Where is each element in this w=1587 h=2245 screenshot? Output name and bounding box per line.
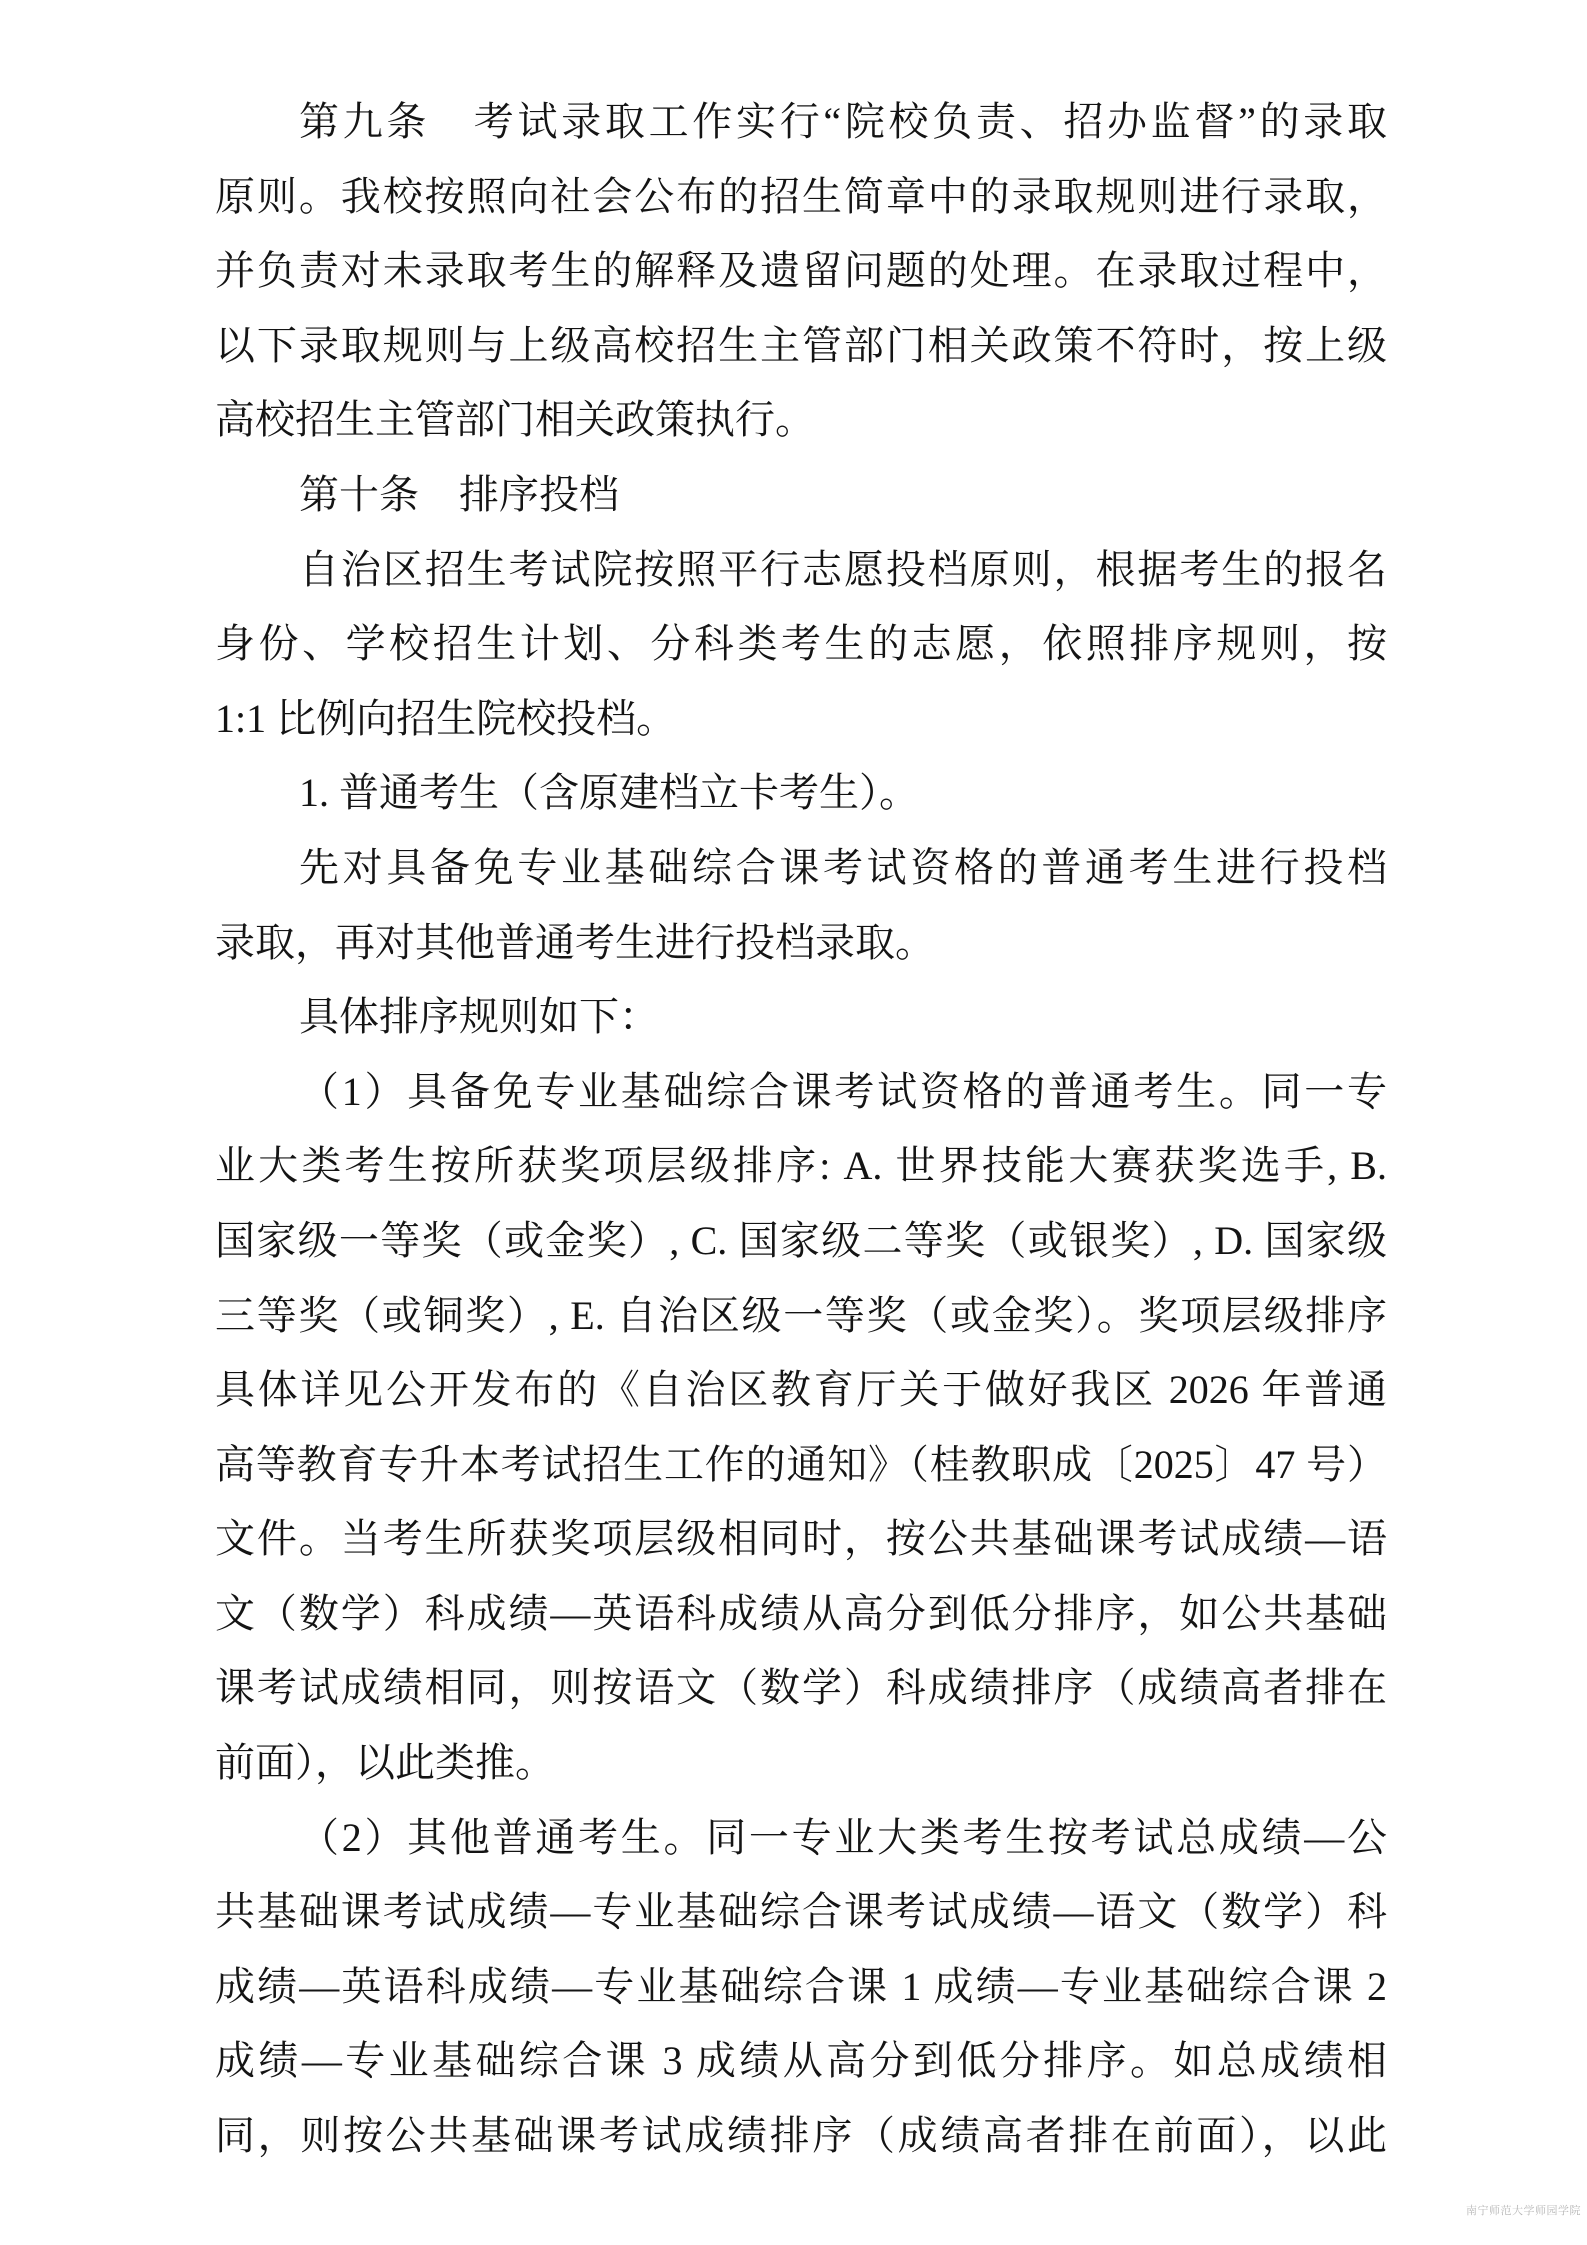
text-line: 成绩—专业基础综合课 3 成绩从高分到低分排序。如总成绩相	[215, 2038, 1387, 2084]
text-line: 国家级一等奖（或金奖）, C. 国家级二等奖（或银奖）, D. 国家级	[215, 1217, 1387, 1263]
text-line: 以下录取规则与上级高校招生主管部门相关政策不符时，按上级	[215, 322, 1387, 368]
text-line: 第十条 排序投档	[299, 471, 619, 517]
text-line: （1）具备免专业基础综合课考试资格的普通考生。同一专	[299, 1068, 1387, 1114]
text-line: 具体排序规则如下：	[299, 994, 659, 1040]
text-line: 身份、学校招生计划、分科类考生的志愿，依照排序规则，按	[215, 621, 1387, 667]
watermark: 南宁师范大学师园学院	[1466, 2205, 1581, 2217]
text-line: （2）其他普通考生。同一专业大类考生按考试总成绩—公	[299, 1814, 1387, 1860]
text-line: 共基础课考试成绩—专业基础综合课考试成绩—语文（数学）科	[215, 1889, 1387, 1935]
text-line: 业大类考生按所获奖项层级排序: A. 世界技能大赛获奖选手, B.	[215, 1143, 1387, 1189]
text-line: 1. 普通考生（含原建档立卡考生）。	[299, 770, 919, 816]
text-line: 并负责对未录取考生的解释及遗留问题的处理。在录取过程中，	[215, 248, 1387, 294]
text-line: 第九条 考试录取工作实行“院校负责、招办监督”的录取	[299, 99, 1387, 144]
text-line: 高校招生主管部门相关政策执行。	[215, 397, 815, 443]
text-line: 具体详见公开发布的《自治区教育厅关于做好我区 2026 年普通	[215, 1367, 1387, 1413]
text-line: 课考试成绩相同，则按语文（数学）科成绩排序（成绩高者排在	[215, 1665, 1387, 1711]
text-line: 文（数学）科成绩—英语科成绩从高分到低分排序，如公共基础	[215, 1590, 1387, 1636]
text-line: 同，则按公共基础课考试成绩排序（成绩高者排在前面），以此	[215, 2113, 1387, 2159]
text-line: 录取，再对其他普通考生进行投档录取。	[215, 919, 935, 965]
text-line: 自治区招生考试院按照平行志愿投档原则，根据考生的报名	[299, 546, 1387, 592]
text-line: 前面），以此类推。	[215, 1740, 555, 1786]
text-line: 文件。当考生所获奖项层级相同时，按公共基础课考试成绩—语	[215, 1516, 1387, 1562]
text-line: 高等教育专升本考试招生工作的通知》（桂教职成〔2025〕47 号）	[215, 1441, 1387, 1487]
text-line: 原则。我校按照向社会公布的招生简章中的录取规则进行录取，	[215, 173, 1387, 219]
text-line: 三等奖（或铜奖）, E. 自治区级一等奖（或金奖）。奖项层级排序	[215, 1292, 1387, 1338]
text-line: 成绩—英语科成绩—专业基础综合课 1 成绩—专业基础综合课 2	[215, 1963, 1387, 2009]
document-body	[215, 85, 1387, 2174]
text-line: 先对具备免专业基础综合课考试资格的普通考生进行投档	[299, 844, 1387, 890]
text-line: 1:1 比例向招生院校投档。	[215, 695, 677, 741]
